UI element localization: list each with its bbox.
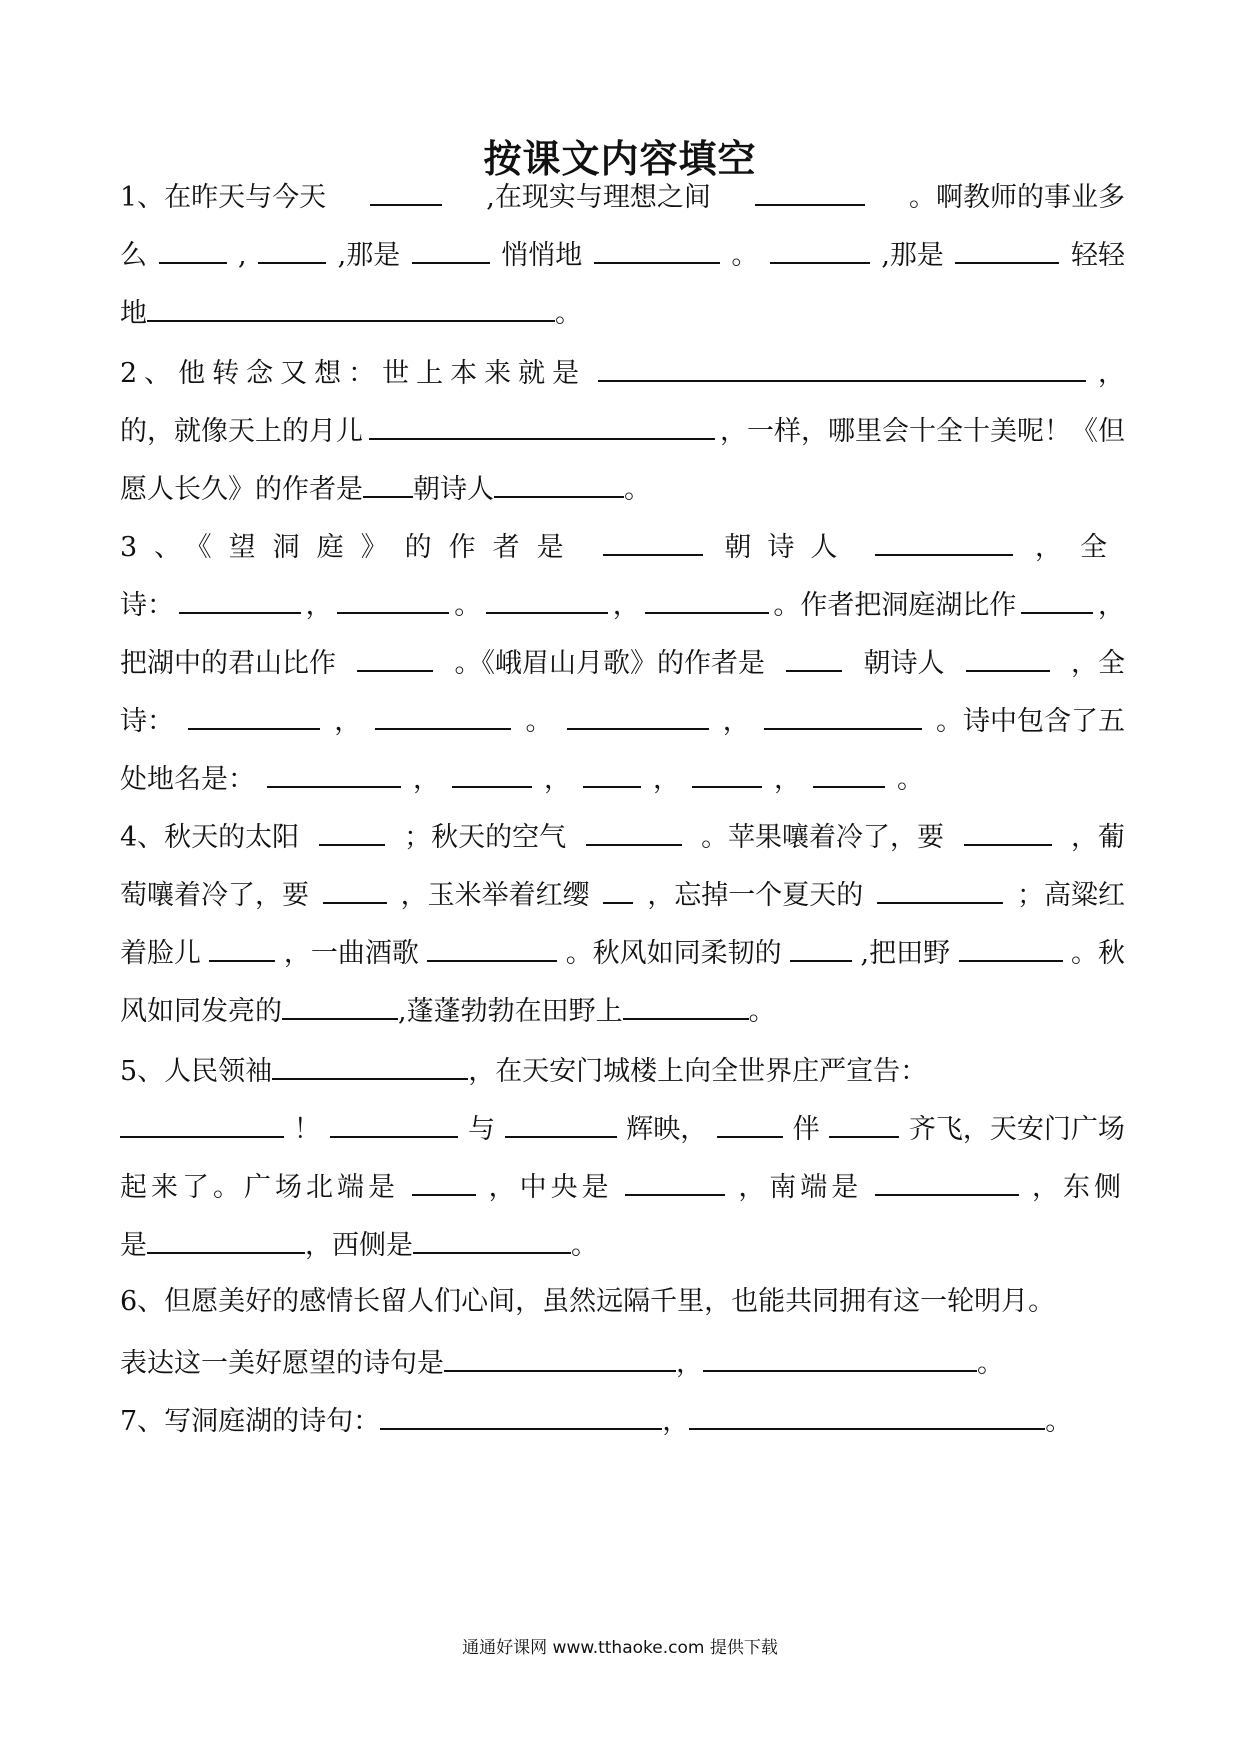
text-segment: ， (544, 764, 571, 795)
text-segment: ， (413, 764, 440, 795)
fill-blank[interactable] (689, 1398, 1045, 1430)
fill-blank[interactable] (586, 814, 682, 846)
q5-line-2 (120, 1106, 1125, 1146)
text-segment: ，全 (1035, 532, 1125, 563)
fill-blank[interactable] (567, 698, 709, 730)
text-segment: 4、秋天的太阳 (120, 822, 300, 853)
q2-line-3 (120, 466, 1125, 506)
text-segment: 。秋 (1070, 938, 1125, 969)
text-segment: 。诗中包含了五 (936, 706, 1125, 737)
text-segment: ，葡 (1071, 822, 1125, 853)
fill-blank[interactable] (427, 930, 557, 962)
fill-blank[interactable] (380, 1398, 662, 1430)
fill-blank[interactable] (603, 872, 633, 904)
fill-blank[interactable] (323, 872, 387, 904)
fill-blank[interactable] (444, 1340, 676, 1372)
q3-line-3 (120, 640, 1125, 680)
text-segment: ， (653, 764, 680, 795)
text-segment: ，玉米举着红缨 (400, 880, 590, 911)
fill-blank[interactable] (755, 174, 865, 206)
fill-blank[interactable] (337, 582, 449, 614)
text-segment: 轻轻 (1070, 240, 1125, 271)
text-segment: 。 (1045, 1406, 1073, 1437)
q1-line-1 (120, 174, 1125, 214)
text-segment: ，全 (1071, 648, 1125, 679)
fill-blank[interactable] (703, 1340, 977, 1372)
fill-blank[interactable] (877, 872, 1003, 904)
fill-blank[interactable] (829, 1106, 899, 1138)
q4-line-3 (120, 930, 1125, 970)
q5-line-1 (120, 1048, 1125, 1088)
text-segment: 。 (748, 996, 776, 1027)
text-segment: ，忘掉一个夏天的 (647, 880, 864, 911)
text-segment: 。苹果嚷着冷了，要 (701, 822, 945, 853)
page-title: 按课文内容填空 (483, 137, 757, 181)
fill-blank[interactable] (147, 290, 555, 322)
text-segment: 7、写洞庭湖的诗句： (120, 1406, 381, 1437)
text-segment: ，中央是 (488, 1172, 613, 1203)
fill-blank[interactable] (813, 756, 885, 788)
fill-blank[interactable] (1021, 582, 1093, 614)
text-segment: 。 (571, 1230, 598, 1261)
q2-line-1 (120, 350, 1125, 390)
text-segment: 着脸儿 (120, 938, 201, 969)
text-segment: 诗： (120, 590, 174, 621)
q7-line-1 (120, 1398, 1125, 1438)
text-segment: 。秋风如同柔韧的 (565, 938, 782, 969)
fill-blank[interactable] (645, 582, 769, 614)
q6-line-2 (120, 1340, 1125, 1380)
text-segment: 。 (525, 706, 553, 737)
fill-blank[interactable] (412, 232, 490, 264)
text-segment: ， (1097, 590, 1125, 621)
fill-blank[interactable] (412, 1164, 476, 1196)
q3-line-5 (120, 756, 1125, 796)
fill-blank[interactable] (955, 232, 1059, 264)
text-segment: 是 (120, 1230, 147, 1261)
fill-blank[interactable] (964, 814, 1052, 846)
q5-line-3 (120, 1164, 1125, 1204)
fill-blank[interactable] (875, 1164, 1019, 1196)
text-segment: 。 (977, 1348, 1004, 1379)
text-segment: 2、他转念又想：世上本来就是 (120, 358, 587, 389)
fill-blank[interactable] (717, 1106, 783, 1138)
text-segment: ,在现实与理想之间 (486, 182, 711, 213)
text-segment: ， (612, 590, 640, 621)
fill-blank[interactable] (625, 1164, 725, 1196)
text-segment: 齐飞，天安门广场 (908, 1114, 1125, 1145)
text-segment: 朝诗人 (413, 474, 494, 505)
text-segment: 3、《望洞庭》的作者是 (120, 532, 581, 563)
fill-blank[interactable] (786, 640, 842, 672)
text-segment: 伴 (792, 1114, 820, 1145)
text-segment: 风如同发亮的 (120, 996, 282, 1027)
text-segment: 么 (120, 240, 147, 271)
text-segment: ，南端是 (738, 1172, 863, 1203)
fill-blank[interactable] (486, 582, 608, 614)
text-segment: ， (722, 706, 750, 737)
fill-blank[interactable] (363, 466, 413, 498)
text-segment: ,那是 (881, 240, 944, 271)
fill-blank[interactable] (282, 988, 398, 1020)
fill-blank[interactable] (159, 232, 227, 264)
q6-line-1 (120, 1282, 1125, 1322)
fill-blank[interactable] (594, 232, 720, 264)
text-segment: ！ (293, 1114, 321, 1145)
text-segment: 把湖中的君山比作 (120, 648, 336, 679)
text-segment: 朝诗人 (724, 532, 854, 563)
fill-blank[interactable] (188, 698, 320, 730)
text-segment: ,蓬蓬勃勃在田野上 (398, 996, 623, 1027)
text-segment: ，在天安门城楼上向全世界庄严宣告： (468, 1056, 928, 1087)
text-segment: 1、在昨天与今天 (120, 182, 327, 213)
text-segment: 处地名是： (120, 764, 255, 795)
fill-blank[interactable] (369, 408, 715, 440)
text-segment: ；高粱红 (1016, 880, 1125, 911)
q3-line-4 (120, 698, 1125, 738)
text-segment: 表达这一美好愿望的诗句是 (120, 1348, 444, 1379)
fill-blank[interactable] (272, 1048, 468, 1080)
text-segment: 起来了。广场北端是 (120, 1172, 399, 1203)
text-segment: ， (676, 1348, 703, 1379)
text-segment: ，一曲酒歌 (283, 938, 419, 969)
fill-blank[interactable] (959, 930, 1063, 962)
fill-blank[interactable] (319, 814, 385, 846)
fill-blank[interactable] (770, 232, 870, 264)
text-segment: 。 (624, 474, 651, 505)
text-segment: ,那是 (337, 240, 401, 271)
text-segment: 。 (897, 764, 924, 795)
text-segment: 愿人长久》的作者是 (120, 474, 363, 505)
text-segment: 。 (555, 298, 582, 329)
fill-blank[interactable] (966, 640, 1050, 672)
text-segment: ；秋天的空气 (404, 822, 567, 853)
text-segment: 。啊教师的事业多 (908, 182, 1125, 213)
text-segment: 。《峨眉山月歌》的作者是 (454, 648, 765, 679)
text-segment: 朝诗人 (863, 648, 945, 679)
text-segment: ,把田野 (860, 938, 951, 969)
text-segment: 悄悄地 (501, 240, 583, 271)
text-segment: 地 (120, 298, 147, 329)
fill-blank[interactable] (258, 232, 326, 264)
fill-blank[interactable] (147, 1222, 305, 1254)
text-segment: 辉映， (626, 1114, 708, 1145)
fill-blank[interactable] (583, 756, 641, 788)
text-segment: 6、但愿美好的感情长留人们心间，虽然远隔千里，也能共同拥有这一轮明月。 (120, 1286, 1056, 1317)
q2-line-2 (120, 408, 1125, 448)
fill-blank[interactable] (452, 756, 532, 788)
fill-blank[interactable] (692, 756, 762, 788)
fill-blank[interactable] (357, 640, 433, 672)
fill-blank[interactable] (875, 524, 1013, 556)
q3-line-1 (120, 524, 1125, 564)
text-segment: 。作者把洞庭湖比作 (773, 590, 1017, 621)
fill-blank[interactable] (764, 698, 922, 730)
q3-line-2 (120, 582, 1125, 622)
fill-blank[interactable] (267, 756, 401, 788)
text-segment: ， (1098, 358, 1125, 389)
fill-blank[interactable] (375, 698, 511, 730)
fill-blank[interactable] (370, 174, 442, 206)
text-segment: 5、人民领袖 (120, 1056, 273, 1087)
fill-blank[interactable] (505, 1106, 617, 1138)
fill-blank[interactable] (494, 466, 624, 498)
text-segment: 。 (731, 240, 759, 271)
q4-line-4 (120, 988, 1125, 1028)
text-segment: ， (334, 706, 362, 737)
text-segment: ，东侧 (1031, 1172, 1125, 1203)
text-segment: 与 (467, 1114, 495, 1145)
q1-line-2 (120, 232, 1125, 272)
fill-blank[interactable] (209, 930, 275, 962)
text-segment: 诗： (120, 706, 174, 737)
fill-blank[interactable] (603, 524, 703, 556)
fill-blank[interactable] (120, 1106, 284, 1138)
text-segment: ，西侧是 (305, 1230, 413, 1261)
text-segment: 萄嚷着冷了，要 (120, 880, 309, 911)
text-segment: ， (774, 764, 801, 795)
fill-blank[interactable] (179, 582, 301, 614)
q5-line-4 (120, 1222, 1125, 1262)
q4-line-1 (120, 814, 1125, 854)
fill-blank[interactable] (623, 988, 749, 1020)
q4-line-2 (120, 872, 1125, 912)
fill-blank[interactable] (598, 350, 1086, 382)
text-segment: ， (662, 1406, 690, 1437)
fill-blank[interactable] (790, 930, 852, 962)
text-segment: 。 (454, 590, 482, 621)
fill-blank[interactable] (330, 1106, 458, 1138)
footer-source: 通通好课网 www.tthaoke.com 提供下载 (462, 1638, 778, 1658)
text-segment: ， (305, 590, 333, 621)
q1-line-3 (120, 290, 1125, 330)
text-segment: 的，就像天上的月儿 (120, 416, 363, 447)
text-segment: ，一样，哪里会十全十美呢！《但 (720, 416, 1125, 447)
text-segment: , (238, 240, 247, 271)
fill-blank[interactable] (413, 1222, 571, 1254)
